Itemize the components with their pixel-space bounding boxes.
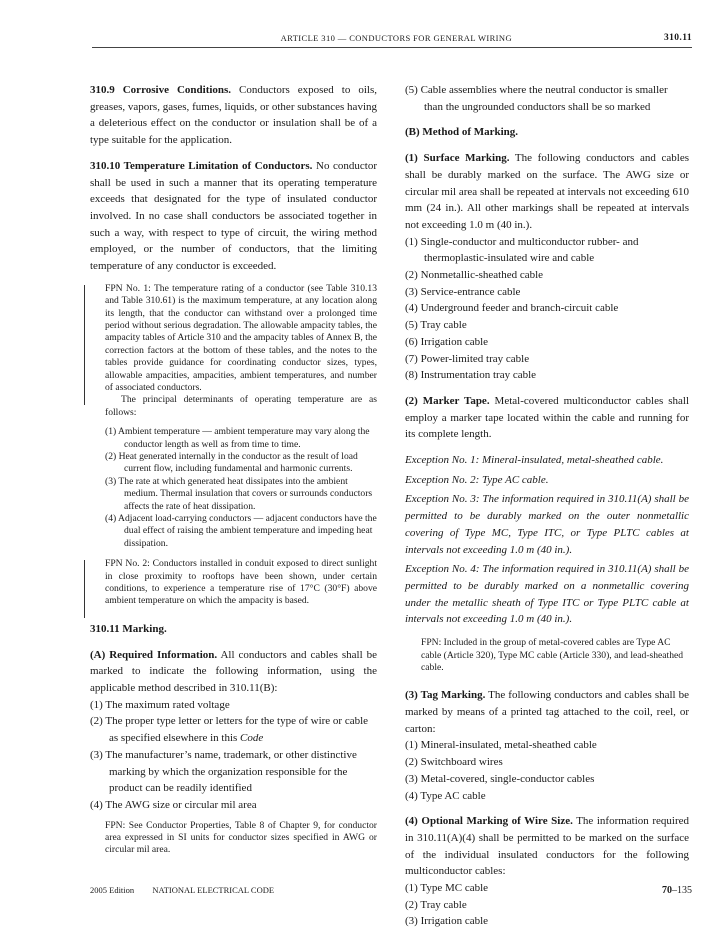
fpn-1-text2: The principal determinants of operating temperature are as follows: [105, 394, 377, 418]
subsection-b: (B) Method of Marking. [405, 126, 519, 139]
fpn-list-item: (2) Heat generated internally in the conductor as the result of load current flow, including fundamental and harmonic currents. [105, 451, 358, 475]
article-title: ARTICLE 310 — CONDUCTORS FOR GENERAL WIRING [280, 33, 512, 43]
exception: Exception No. 1: Mineral-insulated, metal-sheathed cable. [405, 454, 664, 467]
list-item: (2) Nonmetallic-sheathed cable [405, 269, 544, 282]
b4-optional-marking: (4) Optional Marking of Wire Size. The information required in 310.11(A)(4) shall be permitted to be marked on the surface of the individual insulated conductors for the following multiconductor cables: [405, 815, 689, 878]
list-item: (3) Metal-covered, single-conductor cables [405, 772, 595, 785]
header-rule [92, 47, 692, 48]
b3-tag-marking: (3) Tag Marking. The following conductors and cables shall be marked by means of a printed tag attached to the coil, reel, or carton: [405, 689, 690, 735]
fpn-1-text: FPN No. 1: The temperature rating of a conductor (see Table 310.13 and Table 310.61) is the maximum temperature, at any location along its length, that the conductor can withstand over a prolonged time period without serious degradation. The allowable ampacity tables, the ampacity tables of Article 310 and the ampacity tables of Annex B, the correction factors at the bottom of these tables, and the notes to the tables provide guidance for coordinating conductor sizes, types, allowable ampacities, ampacities, ambient temperatures, and number of associated conductors. [105, 282, 377, 393]
exception: Exception No. 3: The information required in 310.11(A) shall be permitted to be durably marked on the outer nonmetallic covering of Type MC, Type ITC, or Type PLTC cables at intervals not exceeding 1.0 m (40 in.). [405, 493, 689, 556]
list-item: (4) Type AC cable [405, 789, 486, 802]
change-bar [84, 285, 85, 405]
section-310-11: 310.11 Marking. [90, 622, 167, 635]
fpn-list-item: (1) Ambient temperature — ambient temperature may vary along the conductor length as well as from time to time. [105, 426, 370, 450]
list-item: (4) Underground feeder and branch-circuit cable [405, 302, 619, 315]
subsection-a: (A) Required Information. All conductors and cables shall be marked to indicate the following information, using the applicable method described in 310.11(B): [90, 648, 377, 694]
left-column [90, 82, 377, 857]
fpn-2-text: FPN No. 2: Conductors installed in conduit exposed to direct sunlight in close proximity to rooftops have been shown, under certain conditions, to experience a temperature rise of 17°C (30°F) above ambient temperature on which the ampacity is based. [105, 558, 377, 607]
fpn-right: FPN: Included in the group of metal-covered cables are Type AC cable (Article 320), Type MC cable (Article 330), and lead-sheathed cable. [421, 637, 684, 673]
fpn-1 [105, 283, 377, 551]
b1-surface-marking: (1) Surface Marking. The following conductors and cables shall be durably marked on the surface. The AWG size or circular mil area shall be repeated at intervals not exceeding 610 mm (24 in.). All other markings shall be repeated at intervals not exceeding 1.0 m (40 in.). [405, 152, 689, 231]
list-item: (1) Type MC cable [405, 882, 489, 895]
list-item: (7) Power-limited tray cable [405, 352, 530, 365]
list-item: (2) Switchboard wires [405, 756, 503, 769]
fpn-3 [105, 820, 377, 857]
page-number: 70–135 [662, 885, 692, 896]
fpn-list-item: (3) The rate at which generated heat dissipates into the ambient medium. Thermal insulation that covers or surrounds conductors affects the rate of heat dissipation. [105, 475, 373, 512]
list-item: (5) Cable assemblies where the neutral conductor is smaller than the ungrounded conductors shall be so marked [405, 84, 668, 113]
fpn-list-item: (4) Adjacent load-carrying conductors — adjacent conductors have the dual effect of raising the ambient temperature and impeding heat dissipation. [105, 513, 377, 549]
change-bar [84, 560, 85, 618]
section-number: 310.11 [663, 33, 692, 43]
list-item: (4) The AWG size or circular mil area [90, 798, 257, 811]
list-item: (3) Service-entrance cable [405, 285, 521, 298]
code-name: NATIONAL ELECTRICAL CODE [152, 885, 275, 895]
b2-marker-tape: (2) Marker Tape. Metal-covered multiconductor cables shall employ a marker tape located within the cable and running for its complete length. [405, 394, 689, 441]
list-item: (2) The proper type letter or letters for the type of wire or cable as specified elsewhere in this Code [90, 715, 369, 745]
section-310-10: 310.10 Temperature Limitation of Conductors. No conductor shall be used in such a manner that its operating temperature exceeds that designated for the type of insulated conductor involved. In no case shall conductors be associated together in such a way, with respect to type of circuit, the wiring method employed, or the number of conductors, that the limiting temperature of any conductor is exceeded. [90, 159, 377, 273]
list-item: (2) Tray cable [405, 898, 467, 911]
list-item: (5) Tray cable [405, 319, 467, 332]
fpn-2 [105, 558, 377, 608]
exception: Exception No. 2: Type AC cable. [405, 473, 549, 486]
list-item: (8) Instrumentation tray cable [405, 369, 537, 382]
list-item: (6) Irrigation cable [405, 335, 489, 348]
list-item: (1) Mineral-insulated, metal-sheathed cable [405, 739, 597, 752]
fpn-3-text: FPN: See Conductor Properties, Table 8 of Chapter 9, for conductor area expressed in SI units for conductor sizes specified in AWG or circular mil area. [105, 819, 377, 856]
list-item: (3) Irrigation cable [405, 915, 489, 928]
list-item: (1) The maximum rated voltage [90, 698, 230, 711]
right-column [405, 82, 689, 930]
list-item: (3) The manufacturer’s name, trademark, or other distinctive marking by which the organization responsible for the product can be readily identified [90, 748, 357, 795]
section-310-9: 310.9 Corrosive Conditions. Conductors exposed to oils, greases, vapors, gases, fumes, liquids, or other substances having a deleterious effect on the conductor or insulation shall be of a type suitable for the application. [90, 84, 377, 147]
edition: 2005 Edition [90, 885, 135, 895]
exception: Exception No. 4: The information required in 310.11(A) shall be permitted to be durably marked on a nonmetallic covering under the metallic sheath of Type ITC or Type PLTC cable at intervals not exceeding 1.0 m (40 in.). [405, 563, 689, 626]
list-item: (1) Single-conductor and multiconductor rubber- and thermoplastic-insulated wire and cable [405, 235, 639, 265]
page-footer [90, 885, 274, 895]
